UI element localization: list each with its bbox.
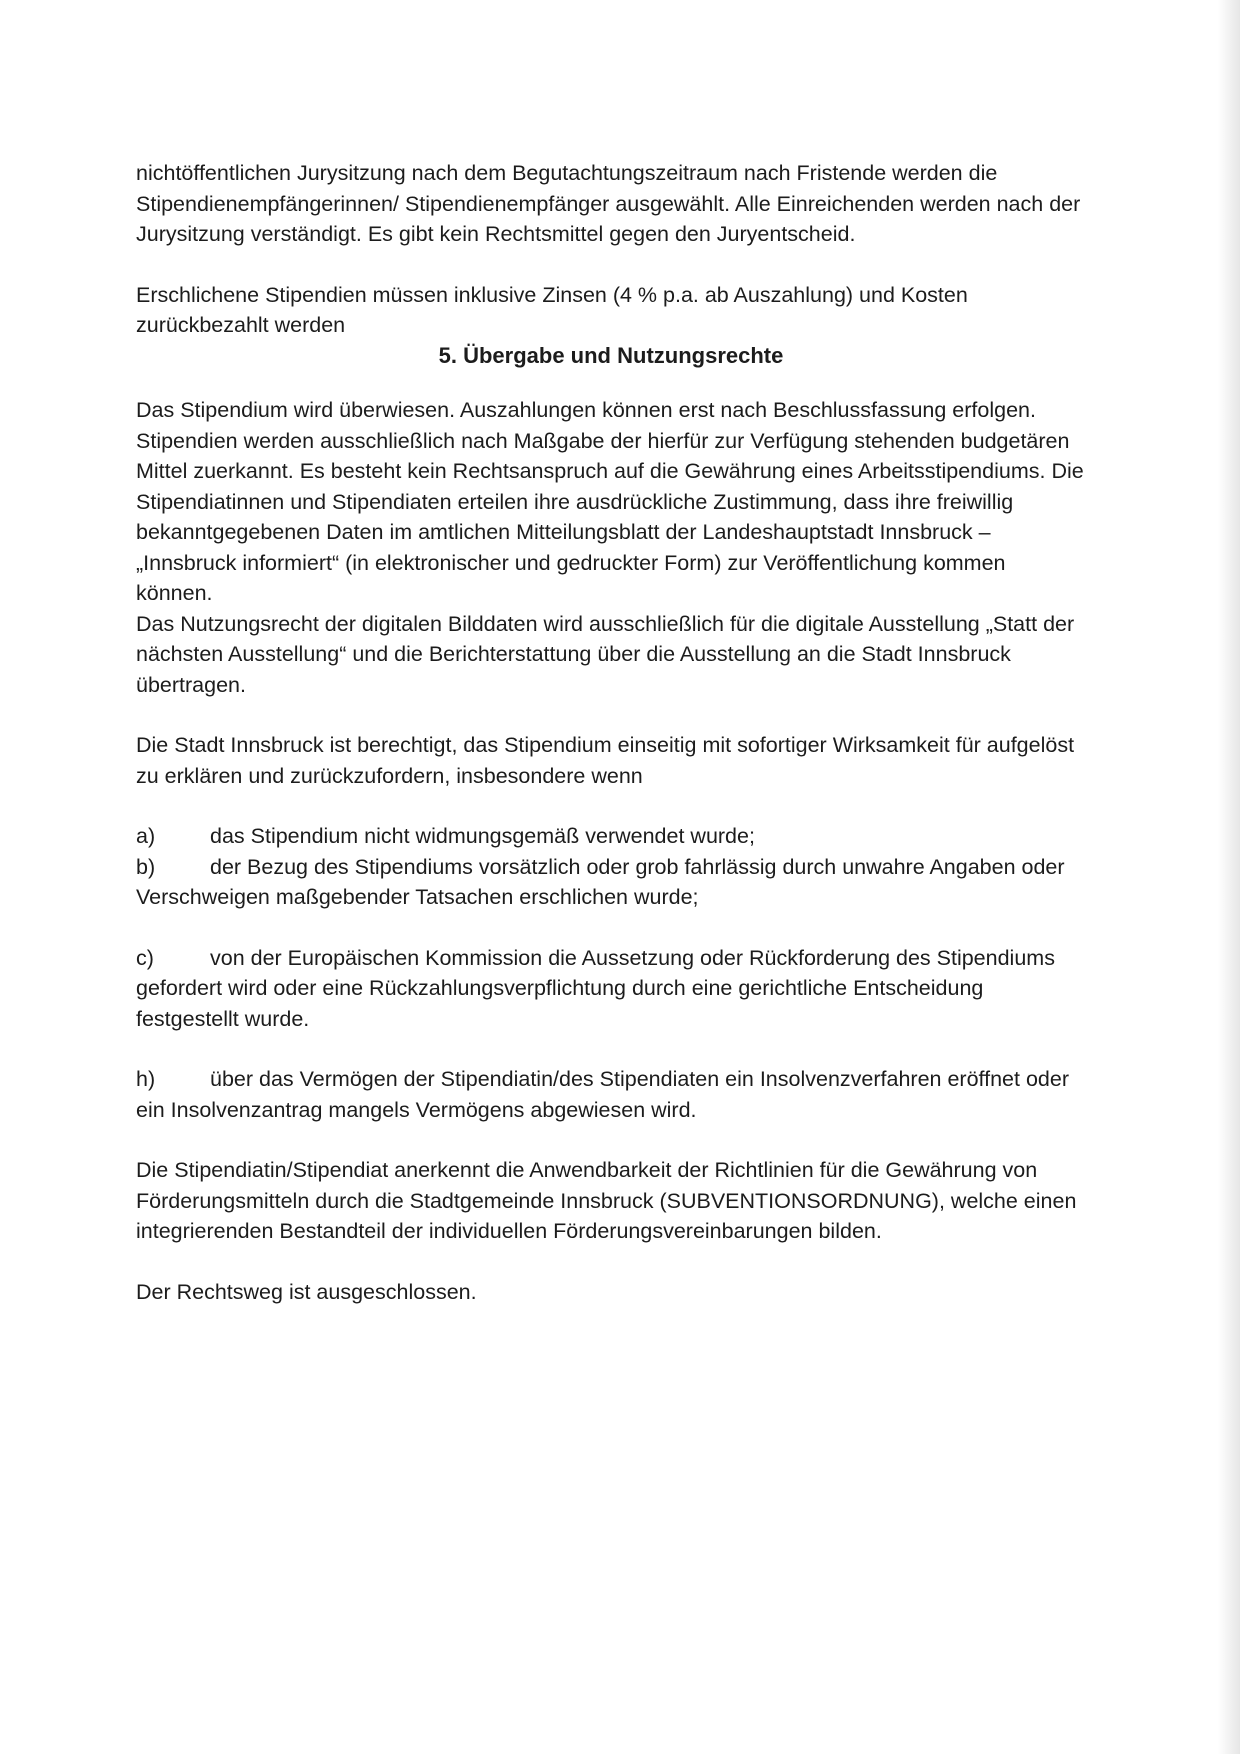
usage-rights-paragraph: Das Nutzungsrecht der digitalen Bilddaten wird ausschließlich für die digitale Ausstellung „Statt der nächsten Ausstellung“ und die Berichterstattung über die Ausstellung an die Stadt Innsbruck übertragen. <box>136 611 1075 697</box>
legal-recourse-paragraph: Der Rechtsweg ist ausgeschlossen. <box>136 1279 477 1304</box>
transfer-paragraph: Das Stipendium wird überwiesen. Auszahlungen können erst nach Beschlussfassung erfolgen. Stipendien werden ausschließlich nach Maßgabe der hierfür zur Verfügung stehenden budgetären Mittel zuerkannt. Es besteht kein Rechtsanspruch auf die Gewährung eines Arbeitsstipendiums. Die Stipendiatinnen und Stipendiaten erteilen ihre ausdrückliche Zustimmung, dass ihre freiwillig bekanntgegebenen Daten im amtlichen Mitteilungsblatt der Landeshauptstadt Innsbruck – „Innsbruck informiert“ (in elektronischer und gedruckter Form) zur Veröffentlichung kommen können. <box>136 398 1084 605</box>
page-edge-shadow <box>1218 0 1240 1754</box>
acceptance-paragraph: Die Stipendiatin/Stipendiat anerkennt die Anwendbarkeit der Richtlinien für die Gewährung von Förderungsmitteln durch die Stadtgemeinde Innsbruck (SUBVENTIONSORDNUNG), welche einen integrierenden Bestandteil der individuellen Förderungsvereinbarungen bilden. <box>136 1158 1077 1243</box>
revocation-intro-paragraph: Die Stadt Innsbruck ist berechtigt, das Stipendium einseitig mit sofortiger Wirksamkeit für aufgelöst zu erklären und zurückzufordern, insbesondere wenn <box>136 733 1075 788</box>
condition-text: über das Vermögen der Stipendiatin/des Stipendiaten ein Insolvenzverfahren eröffnet oder ein Insolvenzantrag mangels Vermögens abgewiesen wird. <box>136 1067 1069 1122</box>
repayment-paragraph: Erschlichene Stipendien müssen inklusive Zinsen (4 % p.a. ab Auszahlung) und Kosten zurückbezahlt werden <box>136 282 968 337</box>
condition-marker: b) <box>136 854 156 879</box>
condition-item-b <box>136 852 1086 913</box>
condition-item-c <box>136 943 1086 1035</box>
document-body <box>136 158 1086 1307</box>
condition-item-a <box>136 821 1086 852</box>
intro-paragraph: nichtöffentlichen Jurysitzung nach dem Begutachtungszeitraum nach Fristende werden die Stipendienempfängerinnen/ Stipendienempfänger ausgewählt. Alle Einreichenden werden nach der Jurysitzung verständigt. Es gibt kein Rechtsmittel gegen den Juryentscheid. <box>136 161 1081 246</box>
condition-marker: h) <box>136 1067 156 1091</box>
section-heading: 5. Übergabe und Nutzungsrechte <box>438 342 784 368</box>
condition-text: das Stipendium nicht widmungsgemäß verwendet wurde; <box>210 824 755 848</box>
condition-text: der Bezug des Stipendiums vorsätzlich oder grob fahrlässig durch unwahre Angaben oder Verschweigen maßgebender Tatsachen erschlichen wurde; <box>136 854 1065 909</box>
condition-marker: a) <box>136 824 156 848</box>
condition-text: von der Europäischen Kommission die Aussetzung oder Rückforderung des Stipendiums gefordert wird oder eine Rückzahlungsverpflichtung durch eine gerichtliche Entscheidung festgestellt wurde. <box>136 945 1055 1031</box>
condition-item-h <box>136 1064 1086 1125</box>
condition-marker: c) <box>136 945 154 970</box>
